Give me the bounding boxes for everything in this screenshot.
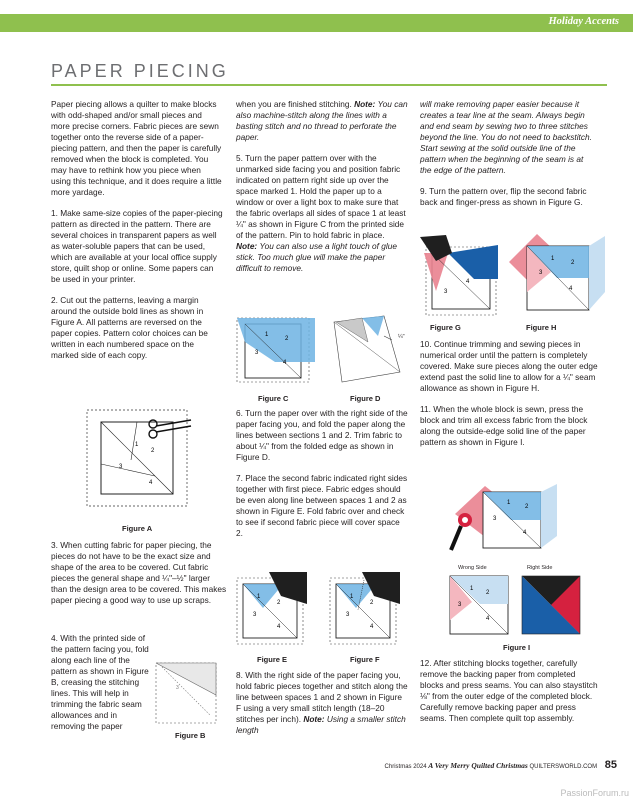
fig-h-label-3: 3 <box>539 270 543 276</box>
step-4-continued: when you are finished stitching. <box>236 99 352 109</box>
fig-i2-label-4: 4 <box>486 616 490 622</box>
column-2 <box>236 99 408 284</box>
header-bar <box>0 14 633 32</box>
fig-a-label-2: 2 <box>151 448 155 454</box>
fig-i-label-4: 4 <box>523 530 527 536</box>
note-label: Note: <box>354 99 376 109</box>
fig-i-label-3: 3 <box>493 516 497 522</box>
footer-site: QUILTERSWORLD.COM <box>529 764 598 770</box>
figure-i-caption: Figure I <box>503 643 531 652</box>
figure-f-caption: Figure F <box>350 655 380 664</box>
fig-a-label-3: 3 <box>119 464 123 470</box>
step-9: 9. Turn the pattern over, flip the second fabric back and finger-press as shown in Figure G. <box>420 186 587 207</box>
fig-a-label-1: 1 <box>135 442 139 448</box>
column-1-step4 <box>51 633 151 742</box>
figure-g-caption: Figure G <box>430 323 461 332</box>
step-6: 6. Turn the paper over with the right side of the paper facing you, and fold the paper along the lines between sections 1 and 2. Trim fabric to about ¼" from the folded edge as shown in Figure D. <box>236 408 408 462</box>
page-number: 85 <box>604 759 617 771</box>
fig-i2-label-1: 1 <box>470 586 474 592</box>
figure-a-diagram <box>85 400 215 520</box>
figure-b-diagram <box>150 655 225 730</box>
column-3 <box>420 99 592 218</box>
fig-c-label-2: 2 <box>285 336 289 342</box>
fig-e-label-2: 2 <box>277 600 281 606</box>
fig-c-label-4: 4 <box>283 360 287 366</box>
column-1 <box>51 99 223 371</box>
fig-c-label-1: 1 <box>265 332 269 338</box>
quarter-inch-mark: ¼" <box>398 334 405 340</box>
fig-i-label-1: 1 <box>507 500 511 506</box>
note-label: Note: <box>303 714 325 724</box>
footer-magazine: A Very Merry Quilted Christmas <box>428 761 528 770</box>
page-footer <box>385 759 617 771</box>
figure-i-trim-diagram <box>445 480 595 560</box>
column-2-lower <box>236 670 408 746</box>
fig-g-label-4: 4 <box>466 279 470 285</box>
title-rule <box>51 84 607 86</box>
figure-g-diagram <box>418 235 518 320</box>
fig-g-label-3: 3 <box>444 289 448 295</box>
fig-e-label-4: 4 <box>277 624 281 630</box>
page-title: PAPER PIECING <box>51 61 229 81</box>
step-5: 5. Turn the paper pattern over with the unmarked side facing you and position fabric indicated on pattern right side up over the space marked 1. Hold the paper up to a window or over a light box to make sure that the fabric overlaps all sides of space 1 at least ¼" as shown in Figure C from the printed side of the pattern. Pin to hold fabric in place. <box>236 153 406 240</box>
fig-i2-label-3: 3 <box>458 602 462 608</box>
fig-f-label-3: 3 <box>346 612 350 618</box>
section-label: Holiday Accents <box>548 16 619 27</box>
step-7: 7. Place the second fabric indicated right sides together with first piece. Fabric edges should be even along line between spaces 1 and 2 as shown in Figure E. Fold fabric over and check to see if second fabric piece will cover space 2. <box>236 473 408 538</box>
fig-b-label-3: 3 <box>176 685 179 691</box>
figure-i-sides-diagram <box>440 572 605 640</box>
figure-e-diagram <box>233 570 315 652</box>
fig-h-label-2: 2 <box>571 260 575 266</box>
step-3: 3. When cutting fabric for paper piecing, the pieces do not have to be the exact size and shape of the area to be covered. Cut fabric pieces the general shape and ¼"–½" larger than the design area to be covered. This makes paper piecing a good way to use up scraps. <box>51 540 227 605</box>
fig-h-label-1: 1 <box>551 256 555 262</box>
column-3-middle <box>420 339 600 458</box>
step-10: 10. Continue trimming and sewing pieces in numerical order until the pattern is completely covered. Make sure pieces along the outer edge extend past the solid line to allow for a ¼" seam allowance as shown in Figure H. <box>420 339 598 393</box>
note-machine-stitch: You can also machine-stitch along the lines with a basting stitch and no thread to perforate the paper. <box>236 99 408 142</box>
column-3-lower <box>420 658 600 734</box>
step-2: 2. Cut out the patterns, leaving a margin around the outside bold lines as shown in Figure A. All patterns are reversed on the paper copies. Pattern color choices can be written in each numbered space on the marked side of each copy. <box>51 295 208 360</box>
footer-issue: Christmas 2024 <box>384 764 427 770</box>
figure-c-diagram <box>235 316 320 391</box>
fig-f-label-1: 1 <box>350 594 354 600</box>
fig-i2-label-2: 2 <box>486 590 490 596</box>
step-11: 11. When the whole block is sewn, press the block and trim all excess fabric from the block along the outside-edge solid line of the paper pattern as shown in Figure I. <box>420 404 588 447</box>
fig-i-label-2: 2 <box>525 504 529 510</box>
figure-h-caption: Figure H <box>526 323 557 332</box>
figure-e-caption: Figure E <box>257 655 288 664</box>
figure-h-diagram <box>507 232 607 322</box>
fig-e-label-1: 1 <box>257 594 261 600</box>
figure-f-diagram <box>326 570 408 652</box>
figure-d-diagram <box>322 312 412 392</box>
note-glue-stick: You can also use a light touch of glue stick. Too much glue will make the paper difficult to remove. <box>236 241 397 273</box>
step-8: 8. With the right side of the paper facing you, hold fabric pieces together and stitch along the line between spaces 1 and 2 shown in Figure F using a very small stitch length (18–20 stitches per inch). <box>236 670 408 724</box>
figure-a-caption: Figure A <box>122 524 153 533</box>
wrong-side-label: Wrong Side <box>458 565 487 571</box>
column-2-middle <box>236 408 408 549</box>
rotary-cutter-icon <box>451 513 472 550</box>
step-12: 12. After stitching blocks together, carefully remove the backing paper from completed blocks and press seams. You can also staystitch ⅛" from the outer edge of the completed block. Carefully remove backing paper and press seams. Then complete quilt top assembly. <box>420 658 598 723</box>
fig-e-label-3: 3 <box>253 612 257 618</box>
note-stitch-length: Using a smaller stitch length <box>236 714 406 735</box>
fig-c-label-3: 3 <box>255 350 259 356</box>
step-8-continued: will make removing paper easier because it creates a tear line at the seam. Always begin and end seam by sewing two to three stitches beyond the line. You do not need to backstitch. Start sewing at the solid outside line of the pattern when the beginning of the seam is at the edge of the pattern. <box>420 99 592 175</box>
intro-paragraph: Paper piecing allows a quilter to make blocks with odd-shaped and/or small pieces and more precise corners. Fabric pieces are sewn together onto the reverse side of a paper-piecing pattern, and then the paper is carefully removed when the block is completed. You may have to rethink how you piece when using this technique, and it does require a little more yardage. <box>51 99 222 197</box>
watermark: PassionForum.ru <box>560 788 629 798</box>
figure-c-caption: Figure C <box>258 394 289 403</box>
figure-b-caption: Figure B <box>175 731 206 740</box>
step-1: 1. Make same-size copies of the paper-piecing pattern as directed in the pattern. There are several choices in transparent papers as well as water-soluble papers that can be used, which are available at your local office supply store, quilt shop or online. Some papers can be used in your printer. <box>51 208 223 284</box>
column-1-lower <box>51 540 227 616</box>
fig-h-label-4: 4 <box>569 286 573 292</box>
fig-f-label-4: 4 <box>370 624 374 630</box>
figure-d-caption: Figure D <box>350 394 381 403</box>
fig-f-label-2: 2 <box>370 600 374 606</box>
right-side-label: Right Side <box>527 565 553 571</box>
note-label: Note: <box>236 241 258 251</box>
fig-a-label-4: 4 <box>149 480 153 486</box>
step-4: 4. With the printed side of the pattern facing you, fold along each line of the pattern as shown in Figure B, creasing the stitching lines. This will help in trimming the fabric seam allowances and in removing the paper <box>51 633 149 731</box>
